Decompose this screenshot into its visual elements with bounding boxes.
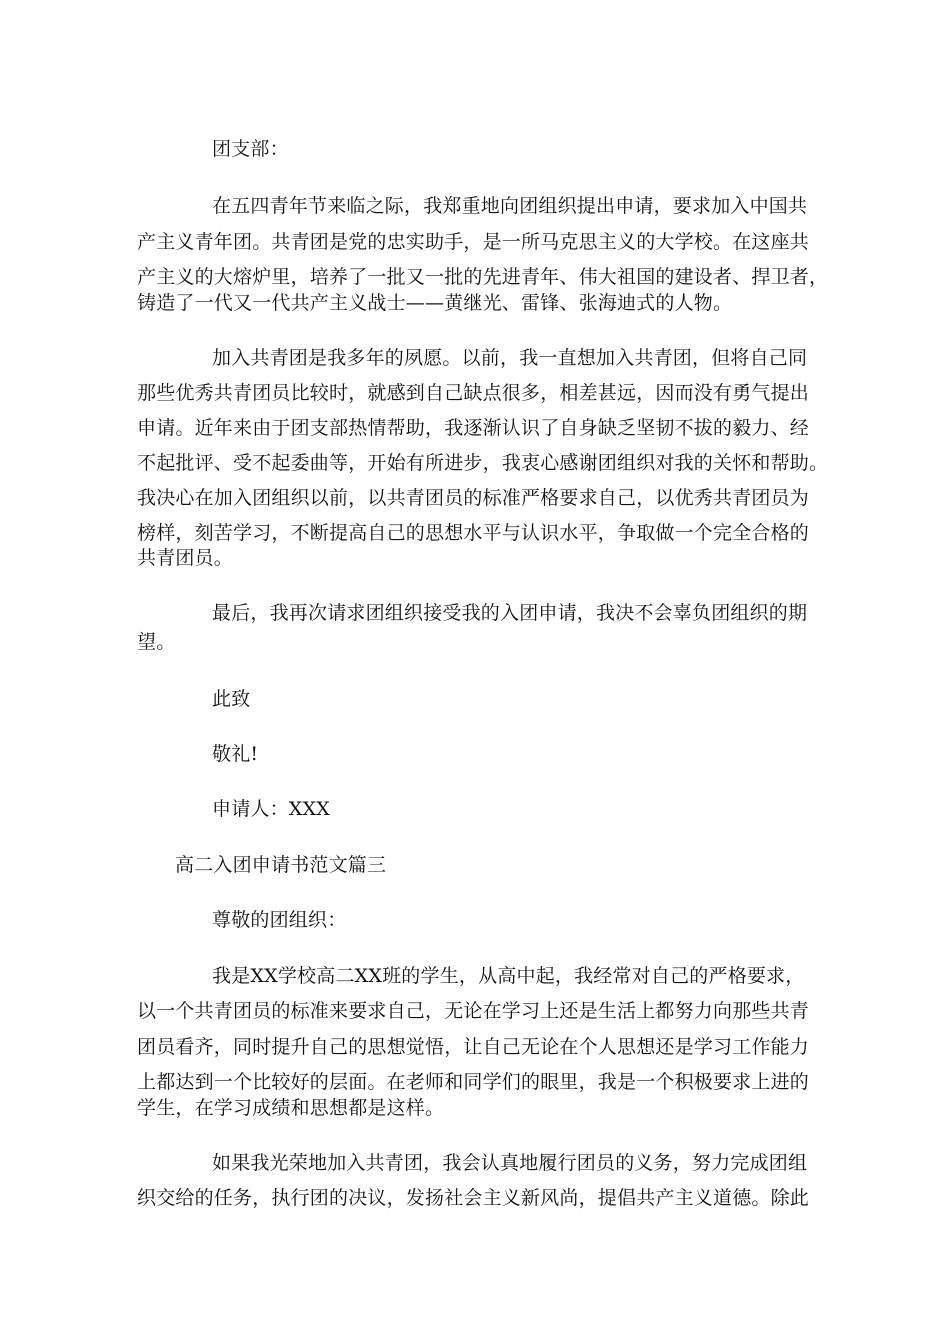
paragraph-line: 共青团员。 bbox=[137, 547, 234, 569]
paragraph-line: 在五四青年节来临之际，我郑重地向团组织提出申请，要求加入中国共 bbox=[212, 195, 808, 217]
paragraph-line: 那些优秀共青团员比较时，就感到自己缺点很多，相差甚远，因而没有勇气提出 bbox=[137, 382, 810, 404]
paragraph-line: 织交给的任务，执行团的决议，发扬社会主义新风尚，提倡共产主义道德。除此 bbox=[137, 1187, 810, 1209]
paragraph-line: 如果我光荣地加入共青团，我会认真地履行团员的义务，努力完成团组 bbox=[212, 1152, 808, 1174]
paragraph-line: 以一个共青团员的标准来要求自己，无论在学习上还是生活上都努力向那些共青 bbox=[137, 1000, 810, 1022]
paragraph-line: 学生，在学习成绩和思想都是这样。 bbox=[137, 1097, 445, 1119]
paragraph-line: 望。 bbox=[137, 631, 176, 653]
salutation: 团支部： bbox=[212, 138, 289, 160]
paragraph-line: 不起批评、受不起委曲等，开始有所进步，我衷心感谢团组织对我的关怀和帮助。 bbox=[137, 452, 829, 474]
signature: 申请人：XXX bbox=[212, 798, 330, 820]
paragraph-line: 加入共青团是我多年的夙愿。以前，我一直想加入共青团，但将自己同 bbox=[212, 347, 808, 369]
paragraph-line: 最后，我再次请求团组织接受我的入团申请，我决不会辜负团组织的期 bbox=[212, 602, 808, 624]
section-heading: 高二入团申请书范文篇三 bbox=[175, 854, 387, 876]
paragraph-line: 我决心在加入团组织以前，以共青团员的标准严格要求自己，以优秀共青团员为 bbox=[137, 487, 810, 509]
paragraph-line: 上都达到一个比较好的层面。在老师和同学们的眼里，我是一个积极要求上进的 bbox=[137, 1071, 810, 1093]
paragraph-line: 产主义青年团。共青团是党的忠实助手，是一所马克思主义的大学校。在这座共 bbox=[137, 231, 810, 253]
paragraph-line: 榜样，刻苦学习，不断提高自己的思想水平与认识水平，争取做一个完全合格的 bbox=[137, 522, 810, 544]
paragraph-line: 铸造了一代又一代共产主义战士——黄继光、雷锋、张海迪式的人物。 bbox=[137, 292, 733, 314]
paragraph-line: 产主义的大熔炉里，培养了一批又一批的先进青年、伟大祖国的建设者、捍卫者， bbox=[137, 266, 829, 288]
closing-line: 此致 bbox=[212, 688, 251, 710]
closing-line: 敬礼! bbox=[212, 743, 259, 765]
paragraph-line: 申请。近年来由于团支部热情帮助，我逐渐认识了自身缺乏坚韧不拔的毅力、经 bbox=[137, 417, 810, 439]
paragraph-line: 团员看齐，同时提升自己的思想觉悟，让自己无论在个人思想还是学习工作能力 bbox=[137, 1036, 810, 1058]
salutation: 尊敬的团组织： bbox=[212, 909, 347, 931]
paragraph-line: 我是XX学校高二XX班的学生，从高中起，我经常对自己的严格要求， bbox=[212, 965, 805, 987]
